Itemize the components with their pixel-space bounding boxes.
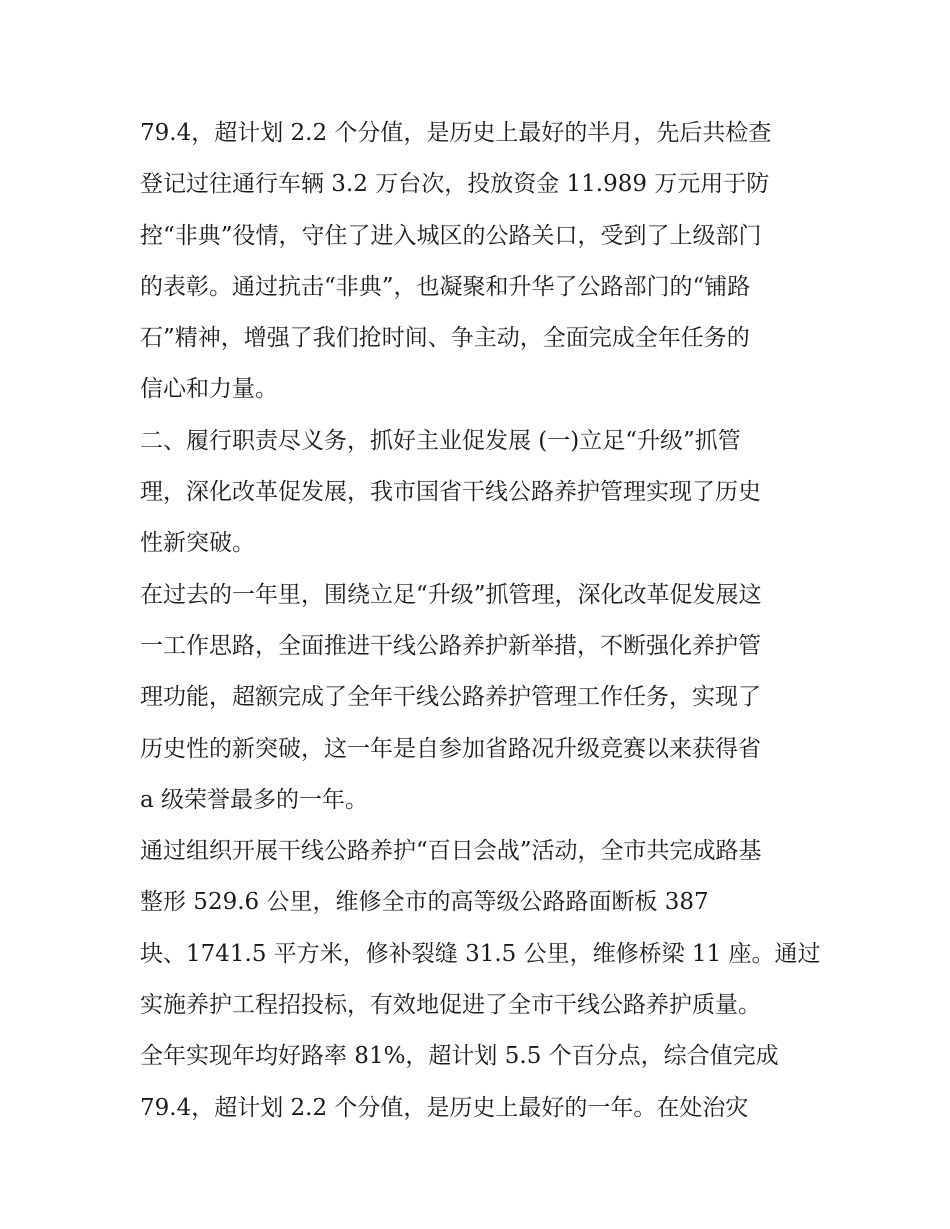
text-line: 79.4，超计划 2.2 个分值，是历史上最好的一年。在处治灾	[140, 1094, 749, 1121]
text-line: 石”精神，增强了我们抢时间、争主动，全面完成全年任务的	[140, 325, 750, 352]
text-line: 历史性的新突破，这一年是自参加省路况升级竞赛以来获得省	[140, 735, 761, 762]
text-line: 登记过往通行车辆 3.2 万台次，投放资金 11.989 万元用于防	[140, 171, 770, 198]
document-body	[140, 108, 820, 1134]
text-line: 理，深化改革促发展，我市国省干线公路养护管理实现了历史	[140, 479, 761, 506]
section-heading-line: 二、履行职责尽义务，抓好主业促发展 (一)立足“升级”抓管	[140, 427, 741, 454]
text-line: 实施养护工程招投标，有效地促进了全市干线公路养护质量。	[140, 992, 761, 1019]
text-line: 一工作思路，全面推进干线公路养护新举措，不断强化养护管	[140, 632, 761, 659]
text-line: a 级荣誉最多的一年。	[140, 786, 369, 813]
text-line: 整形 529.6 公里，维修全市的高等级公路路面断板 387	[140, 889, 709, 916]
text-line: 全年实现年均好路率 81%，超计划 5.5 个百分点，综合值完成	[140, 1043, 779, 1070]
text-line: 通过组织开展干线公路养护“百日会战”活动，全市共完成路基	[140, 838, 762, 865]
text-line: 的表彰。通过抗击“非典”，也凝聚和升华了公路部门的“铺路	[140, 273, 751, 300]
text-line: 块、1741.5 平方米，修补裂缝 31.5 公里，维修桥梁 11 座。通过	[140, 940, 821, 967]
text-line: 控“非典”役情，守住了进入城区的公路关口，受到了上级部门	[140, 222, 762, 249]
text-line: 在过去的一年里，围绕立足“升级”抓管理，深化改革促发展这	[140, 581, 762, 608]
text-line: 理功能，超额完成了全年干线公路养护管理工作任务，实现了	[140, 684, 761, 711]
text-line: 信心和力量。	[140, 376, 278, 403]
text-line: 性新突破。	[140, 530, 255, 557]
text-line: 79.4，超计划 2.2 个分值，是历史上最好的半月，先后共检查	[140, 120, 772, 146]
